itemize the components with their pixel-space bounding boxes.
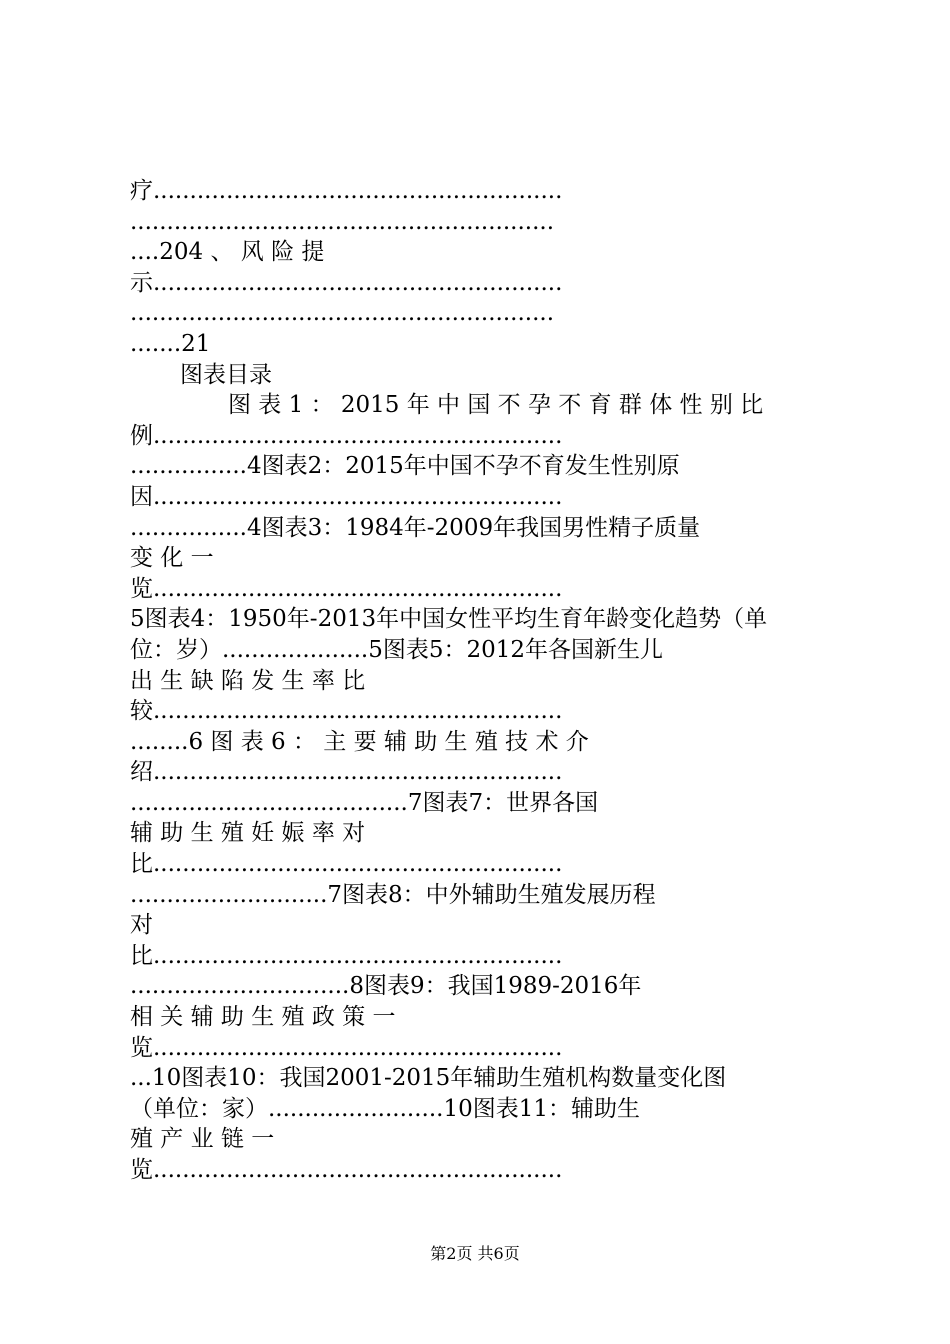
- toc-line: 5图表4：1950年-2013年中国女性平均生育年龄变化趋势（单: [130, 606, 768, 633]
- toc-line: ...10图表10：我国2001-2015年辅助生殖机构数量变化图: [130, 1065, 727, 1092]
- toc-line: 比........................................................: [130, 942, 563, 969]
- toc-line: ...........................7图表8：中外辅助生殖发展历程: [130, 881, 656, 908]
- toc-line: （单位：家）........................10图表11：辅助生: [130, 1095, 640, 1122]
- toc-line: 例........................................................: [130, 422, 563, 449]
- toc-line: 位：岁）....................5图表5：2012年各国新生儿: [130, 636, 664, 663]
- toc-line: ....204 、 风 险 提: [130, 239, 325, 266]
- toc-line: ..........................................................: [130, 300, 555, 327]
- toc-line: 绍........................................................: [130, 759, 563, 786]
- toc-line: ................4图表3：1984年-2009年我国男性精子质量: [130, 514, 701, 541]
- toc-line: 殖 产 业 链 一: [130, 1126, 275, 1153]
- table-of-contents: [130, 176, 830, 1186]
- toc-line: ..........................................................: [130, 208, 555, 235]
- toc-line: 出 生 缺 陷 发 生 率 比: [130, 667, 366, 694]
- toc-line: ......................................7图表7：世界各国: [130, 789, 599, 816]
- toc-line: 比........................................................: [130, 851, 563, 878]
- toc-line: 示........................................................: [130, 269, 563, 296]
- toc-line: 相 关 辅 助 生 殖 政 策 一: [130, 1004, 396, 1031]
- toc-line: 览........................................................: [130, 1034, 563, 1061]
- toc-line: 疗........................................................: [130, 178, 563, 204]
- toc-line: .......21: [130, 330, 211, 357]
- page-footer: 第2页 共6页: [430, 1244, 520, 1263]
- toc-line: 览........................................................: [130, 1157, 563, 1183]
- toc-line: 变 化 一: [130, 545, 214, 572]
- toc-line: 因........................................................: [130, 483, 563, 510]
- toc-heading: 图表目录: [180, 361, 272, 388]
- toc-line: 辅 助 生 殖 妊 娠 率 对: [130, 820, 366, 847]
- toc-line: ........6 图 表 6 ： 主 要 辅 助 生 殖 技 术 介: [130, 728, 589, 755]
- toc-line: ..............................8图表9：我国1989-2016年: [130, 973, 642, 1000]
- toc-line: 图 表 1 ： 2015 年 中 国 不 孕 不 育 群 体 性 别 比: [228, 392, 764, 419]
- toc-line: 较........................................................: [130, 698, 563, 725]
- toc-line: 对: [130, 912, 153, 939]
- toc-line: 览........................................................: [130, 575, 563, 602]
- toc-line: ................4图表2：2015年中国不孕不育发生性别原: [130, 453, 680, 480]
